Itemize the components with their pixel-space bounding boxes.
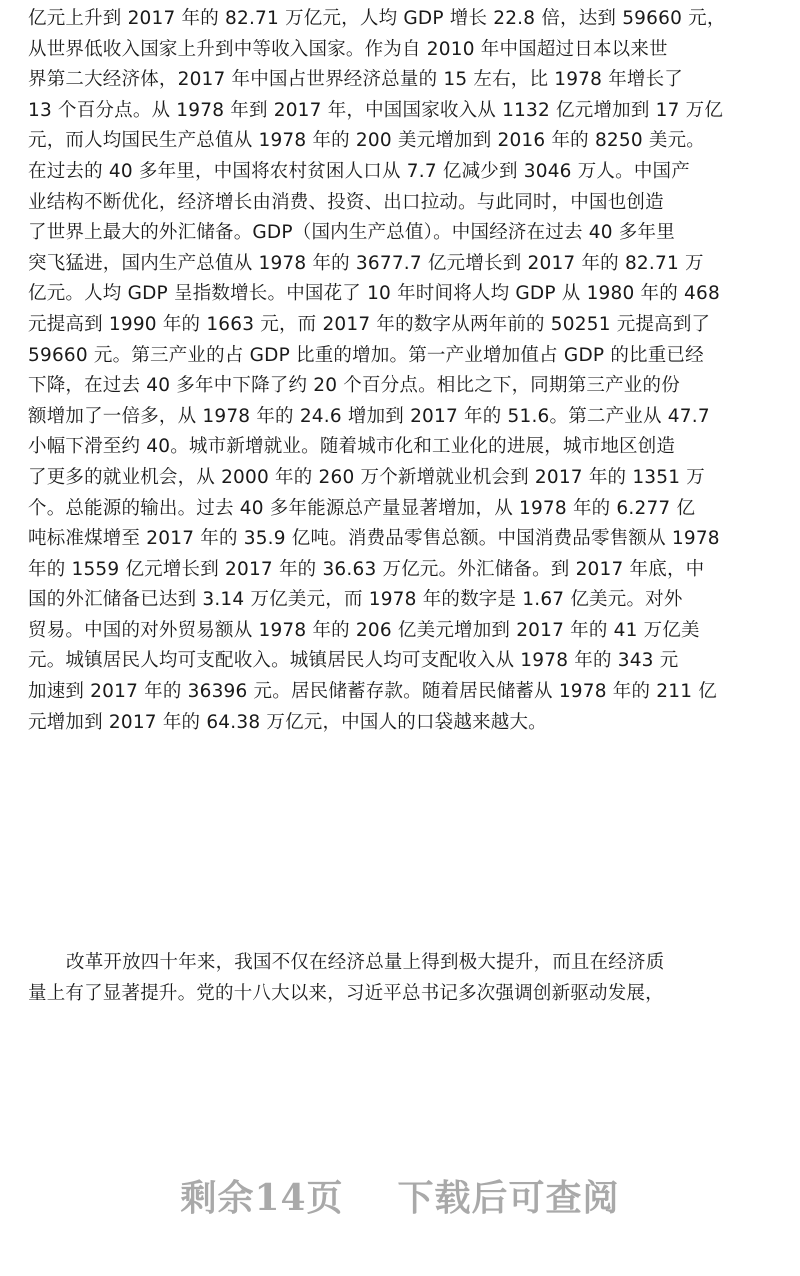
text-line: 贸易。中国的对外贸易额从 1978 年的 206 亿美元增加到 2017 年的 41 万亿美 — [28, 619, 700, 641]
text-line: 改革开放四十年来，我国不仅在经济总量上得到极大提升，而且在经济质 — [66, 952, 665, 973]
text-line: 元。城镇居民人均可支配收入。城镇居民人均可支配收入从 1978 年的 343 元 — [28, 650, 679, 672]
text-line: 年的 1559 亿元增长到 2017 年的 36.63 万亿元。外汇储备。到 2017 年底，中 — [28, 558, 705, 580]
text-line: 59660 元。第三产业的占 GDP 比重的增加。第一产业增加值占 GDP 的比重已经 — [28, 344, 704, 366]
text-line: 吨标准煤增至 2017 年的 35.9 亿吨。消费品零售总额。中国消费品零售额从 1978 — [28, 528, 720, 550]
text-line: 了更多的就业机会，从 2000 年的 260 万个新增就业机会到 2017 年的 1351 万 — [28, 466, 706, 488]
text-line: 国的外汇储备已达到 3.14 万亿美元，而 1978 年的数字是 1.67 亿美元。对外 — [28, 589, 683, 611]
paragraph-2 — [28, 948, 770, 1009]
text-line: 加速到 2017 年的 36396 元。居民储蓄存款。随着居民储蓄从 1978 年的 211 亿 — [28, 681, 717, 703]
text-line: 界第二大经济体，2017 年中国占世界经济总量的 15 左右，比 1978 年增长了 — [28, 69, 684, 91]
text-line: 元，而人均国民生产总值从 1978 年的 200 美元增加到 2016 年的 8250 美元。 — [28, 130, 706, 152]
text-line: 元增加到 2017 年的 64.38 万亿元，中国人的口袋越来越大。 — [28, 711, 547, 733]
text-line: 业结构不断优化，经济增长由消费、投资、出口拉动。与此同时，中国也创造 — [28, 191, 664, 213]
text-line: 小幅下滑至约 40。城市新增就业。随着城市化和工业化的进展，城市地区创造 — [28, 436, 676, 458]
remaining-pages-label: 剩余14页 — [180, 1177, 344, 1219]
text-line: 元提高到 1990 年的 1663 元，而 2017 年的数字从两年前的 50251 元提高到了 — [28, 313, 711, 335]
text-line: 了世界上最大的外汇储备。GDP（国内生产总值）。中国经济在过去 40 多年里 — [28, 222, 675, 244]
text-line: 额增加了一倍多，从 1978 年的 24.6 增加到 2017 年的 51.6。第二产业从 47.7 — [28, 405, 710, 427]
paragraph-1 — [28, 4, 770, 738]
text-line: 13 个百分点。从 1978 年到 2017 年，中国国家收入从 1132 亿元增加到 17 万亿 — [28, 99, 724, 121]
text-line: 亿元上升到 2017 年的 82.71 万亿元，人均 GDP 增长 22.8 倍，达到 59660 元， — [28, 8, 726, 29]
text-line: 从世界低收入国家上升到中等收入国家。作为自 2010 年中国超过日本以来世 — [28, 38, 668, 60]
text-line: 亿元。人均 GDP 呈指数增长。中国花了 10 年时间将人均 GDP 从 1980 年的 468 — [28, 283, 720, 305]
download-prompt[interactable] — [0, 1168, 800, 1228]
text-line: 突飞猛进，国内生产总值从 1978 年的 3677.7 亿元增长到 2017 年的 82.71 万 — [28, 252, 704, 274]
text-line: 个。总能源的输出。过去 40 多年能源总产量显著增加，从 1978 年的 6.277 亿 — [28, 497, 696, 519]
download-hint-label: 下载后可查阅 — [397, 1177, 620, 1219]
text-line: 下降，在过去 40 多年中下降了约 20 个百分点。相比之下，同期第三产业的份 — [28, 375, 680, 397]
text-line: 量上有了显著提升。党的十八大以来，习近平总书记多次强调创新驱动发展， — [28, 982, 664, 1004]
text-line: 在过去的 40 多年里，中国将农村贫困人口从 7.7 亿减少到 3046 万人。中国产 — [28, 160, 690, 182]
